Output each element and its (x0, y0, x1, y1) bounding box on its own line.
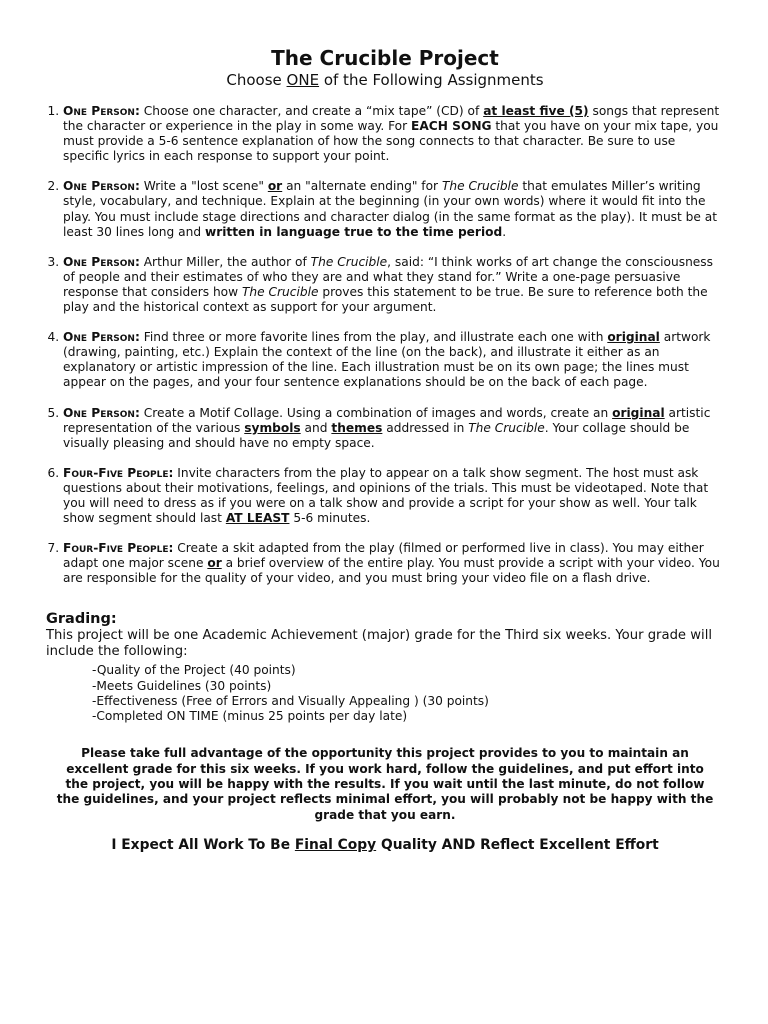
assignment-text: . (502, 224, 507, 239)
grading-criterion: -Quality of the Project (40 points) (92, 663, 296, 678)
assignment-item (63, 406, 724, 451)
assignment-text: Find three or more favorite lines from the play, and illustrate each one with (139, 330, 608, 345)
subtitle-emphasis: ONE (286, 71, 320, 89)
subtitle-text: Choose (226, 71, 287, 89)
group-size-label: One Person: (63, 254, 140, 269)
emphasis-text: symbols (244, 420, 301, 435)
assignment-text: Create a Motif Collage. Using a combination of images and words, create an (139, 405, 613, 420)
title-reference: The Crucible (441, 179, 519, 194)
grading-heading: Grading: (46, 611, 117, 628)
grading-criterion: -Meets Guidelines (30 points) (92, 678, 272, 693)
assignment-text: and (300, 420, 332, 435)
group-size-label: Four-Five People: (63, 541, 174, 556)
page-title: The Crucible Project (271, 46, 499, 70)
assignment-list (46, 104, 724, 586)
emphasis-text: or (267, 179, 283, 194)
assignment-text: . Your collage should be visually pleasing and should have no empty space. (63, 420, 690, 450)
assignment-item (63, 541, 724, 586)
assignment-text: an "alternate ending" for (282, 179, 442, 194)
assignment-text: Create a skit adapted from the play (filmed or performed live in class). You may either adapt one major scene (63, 541, 704, 571)
emphasis-text: original (607, 330, 660, 345)
title-reference: The Crucible (241, 284, 319, 299)
page-subtitle (46, 70, 724, 90)
assignment-text: 5-6 minutes. (289, 511, 371, 526)
assignment-item (63, 179, 724, 239)
title-reference: The Crucible (310, 254, 388, 269)
assignment-text: Write a "lost scene" (139, 179, 268, 194)
expectation-text: Quality AND Reflect Excellent Effort (376, 837, 659, 854)
emphasis-text: or (207, 556, 222, 571)
grading-criteria-list (92, 663, 724, 724)
assignment-item (63, 255, 724, 315)
emphasis-text: at least five (5) (483, 104, 589, 118)
group-size-label: One Person: (63, 330, 140, 345)
assignment-text: artistic representation of the various (63, 405, 711, 435)
assignment-text: proves this statement to be true. Be sure to reference both the play and the historical context as support for your argument. (63, 284, 708, 315)
effort-notice: Please take full advantage of the opportunity this project provides to you to maintain an excellent grade for this six weeks. If you work hard, follow the guidelines, and put effort into the project, you will be happy with the results. If you wait until the last minute, do not follow the guidelines, and your project reflects minimal effort, you will probably not be happy with the grade that you earn. (56, 746, 714, 822)
assignment-text: Arthur Miller, the author of (139, 254, 311, 269)
assignment-item (63, 330, 724, 390)
assignment-text: that emulates Miller’s writing style, vocabulary, and technique. Explain at the beginning (in your own words) where it would fit into the play. You must include stage directions and character dialog (in the same format as the play). It must be at least 30 lines long and (63, 179, 718, 239)
assignment-text: Choose one character, and create a “mix tape” (CD) of (139, 104, 484, 118)
group-size-label: One Person: (63, 405, 140, 420)
assignment-text: songs that represent the character or experience in the play in some way. For (63, 104, 720, 134)
grading-criterion: -Effectiveness (Free of Errors and Visually Appealing ) (30 points) (92, 693, 489, 708)
assignment-item (63, 466, 724, 526)
assignment-text: Invite characters from the play to appear on a talk show segment. The host must ask questions about their motivations, feelings, and opinions of the trials. This must be videotaped. Note that you will need to dress as if you were on a talk show and provide a script for your show as well. Your talk show segment should last (63, 465, 709, 526)
grading-intro: This project will be one Academic Achievement (major) grade for the Third six weeks. Your grade will include the following: (46, 628, 713, 660)
title-reference: The Crucible (468, 420, 545, 435)
group-size-label: One Person: (63, 104, 140, 118)
emphasis-text: written in language true to the time period (204, 224, 503, 239)
subtitle-text: of the Following Assignments (319, 71, 544, 89)
expectation-emphasis: Final Copy (294, 837, 377, 854)
emphasis-text: themes (331, 420, 383, 435)
expectation-text: I Expect All Work To Be (111, 837, 295, 854)
emphasis-text: AT LEAST (225, 511, 290, 526)
emphasis-text: EACH SONG (411, 119, 492, 134)
group-size-label: One Person: (63, 179, 140, 194)
assignment-text: a brief overview of the entire play. You must provide a script with your video. You are responsible for the quality of your video, and you must bring your video file on a flash drive. (63, 556, 720, 586)
expectation-statement (46, 837, 724, 853)
assignment-text: that you have on your mix tape, you must provide a 5-6 sentence explanation of how the song connects to that character. Be sure to use specific lyrics in each response to support your point. (63, 119, 719, 164)
grading-criterion: -Completed ON TIME (minus 25 points per day late) (92, 709, 408, 724)
assignment-item (63, 104, 724, 164)
emphasis-text: original (612, 405, 665, 420)
grading-section (46, 610, 724, 724)
assignment-text: artwork (drawing, painting, etc.) Explain the context of the line (on the back), and illustrate it either as an explanatory or artistic impression of the line. Each illustration must be on its own page; the lines must appear on the pages, and your four sentence explanations should be on the back of each page. (63, 330, 711, 390)
assignment-text: addressed in (382, 420, 469, 435)
group-size-label: Four-Five People: (63, 465, 174, 480)
assignment-text: , said: “I think works of art change the consciousness of people and their estimates of who they are and what they stand for.” Write a one-page persuasive response that considers how (63, 254, 713, 299)
